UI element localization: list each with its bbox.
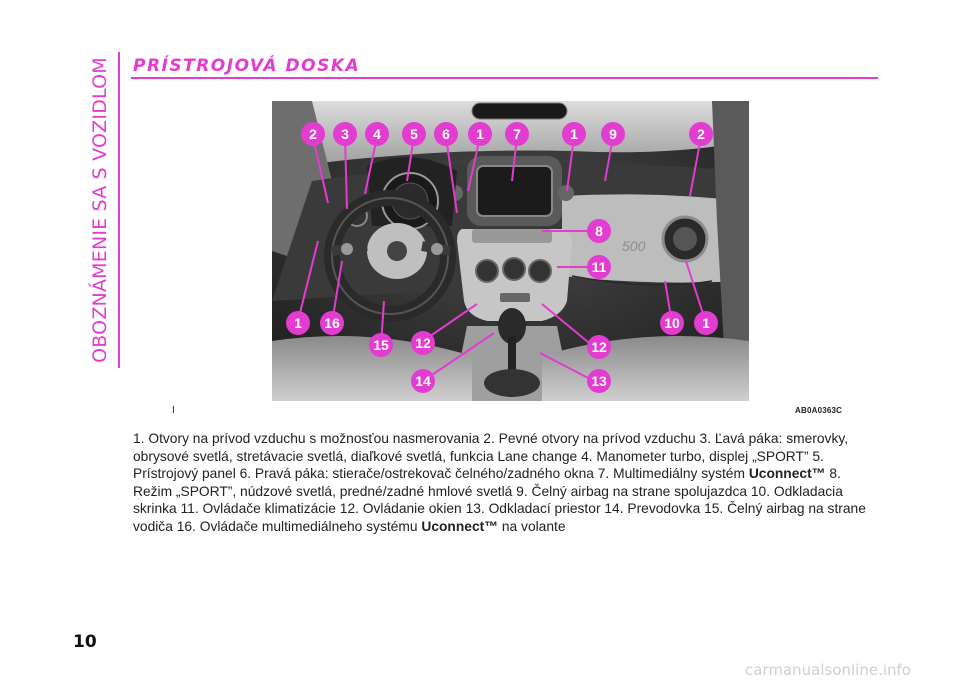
callout-2-right <box>689 122 713 146</box>
svg-text:13: 13 <box>591 373 607 389</box>
caption-brand-1: Uconnect™ <box>748 466 826 482</box>
svg-text:7: 7 <box>513 126 521 142</box>
callout-12-right <box>587 335 611 359</box>
callout-1-top-left <box>468 122 492 146</box>
svg-text:4: 4 <box>373 126 381 142</box>
dashboard-figure <box>272 101 749 401</box>
callout-7 <box>505 122 529 146</box>
svg-text:10: 10 <box>664 315 680 331</box>
caption-text-1: 1. Otvory na prívod vzduchu s možnosťou nasmerovania 2. Pevné otvory na prívod vzduchu 3. Ľavá páka: smerovky, obrysové svetlá, stretávacie svetlá, diaľkové svetlá, funkcia Lane change 4. Manometer turbo, displej „SPORT” 5. Prístrojový panel 6. Pravá páka: stierače/ostrekovač čelného/zadného okna 7. Multimediálny systém <box>133 431 849 482</box>
svg-text:5: 5 <box>410 126 418 142</box>
callout-10 <box>660 311 684 335</box>
callout-5 <box>402 122 426 146</box>
callout-1-top-right <box>562 122 586 146</box>
svg-text:12: 12 <box>415 335 431 351</box>
svg-text:8: 8 <box>595 223 603 239</box>
callout-2-left <box>301 122 325 146</box>
caption-text-2: 8. Režim „SPORT”, núdzové svetlá, predné/zadné hmlové svetlá 9. Čelný airbag na strane spolujazdca 10. Odkladacia skrinka 11. Ovládače klimatizácie 12. Ovládanie okien 13. Odkladací priestor 14. Prevodovka 15. Čelný airbag na strane vodiča 16. Ovládače multimediálneho systému <box>133 466 866 534</box>
dashboard-illustration <box>272 101 749 401</box>
svg-text:14: 14 <box>415 373 431 389</box>
caption-text-3: na volante <box>498 518 566 534</box>
figure-caption <box>133 430 881 536</box>
callout-9 <box>601 122 625 146</box>
callout-4 <box>365 122 389 146</box>
callout-14 <box>411 369 435 393</box>
title-rule <box>131 77 878 79</box>
callout-8 <box>587 219 611 243</box>
svg-text:1: 1 <box>702 315 710 331</box>
svg-text:11: 11 <box>591 259 607 275</box>
callout-11 <box>587 255 611 279</box>
svg-text:15: 15 <box>373 337 389 353</box>
callout-6 <box>434 122 458 146</box>
svg-text:2: 2 <box>309 126 317 142</box>
svg-text:1: 1 <box>476 126 484 142</box>
svg-text:16: 16 <box>324 315 340 331</box>
figure-code: AB0A0363C <box>795 406 843 415</box>
callout-1-bottom-right <box>694 311 718 335</box>
watermark: carmanualsonline.info <box>745 661 911 679</box>
section-side-label <box>88 50 112 370</box>
svg-text:1: 1 <box>294 315 302 331</box>
svg-text:3: 3 <box>341 126 349 142</box>
callout-3 <box>333 122 357 146</box>
page-title: PRÍSTROJOVÁ DOSKA <box>133 56 361 76</box>
callout-16 <box>320 311 344 335</box>
callout-15 <box>369 333 393 357</box>
svg-text:2: 2 <box>697 126 705 142</box>
callout-13 <box>587 369 611 393</box>
section-side-label-text: OBOZNÁMENIE SA S VOZIDLOM <box>89 57 111 363</box>
callout-12-left <box>411 331 435 355</box>
svg-text:9: 9 <box>609 126 617 142</box>
svg-text:500: 500 <box>622 238 646 254</box>
svg-text:1: 1 <box>570 126 578 142</box>
svg-text:6: 6 <box>442 126 450 142</box>
figure-label: I <box>172 405 175 416</box>
svg-text:12: 12 <box>591 339 607 355</box>
callout-1-bottom-left <box>286 311 310 335</box>
page-number: 10 <box>73 632 97 652</box>
caption-brand-2: Uconnect™ <box>421 518 499 534</box>
section-side-rule <box>118 52 120 368</box>
